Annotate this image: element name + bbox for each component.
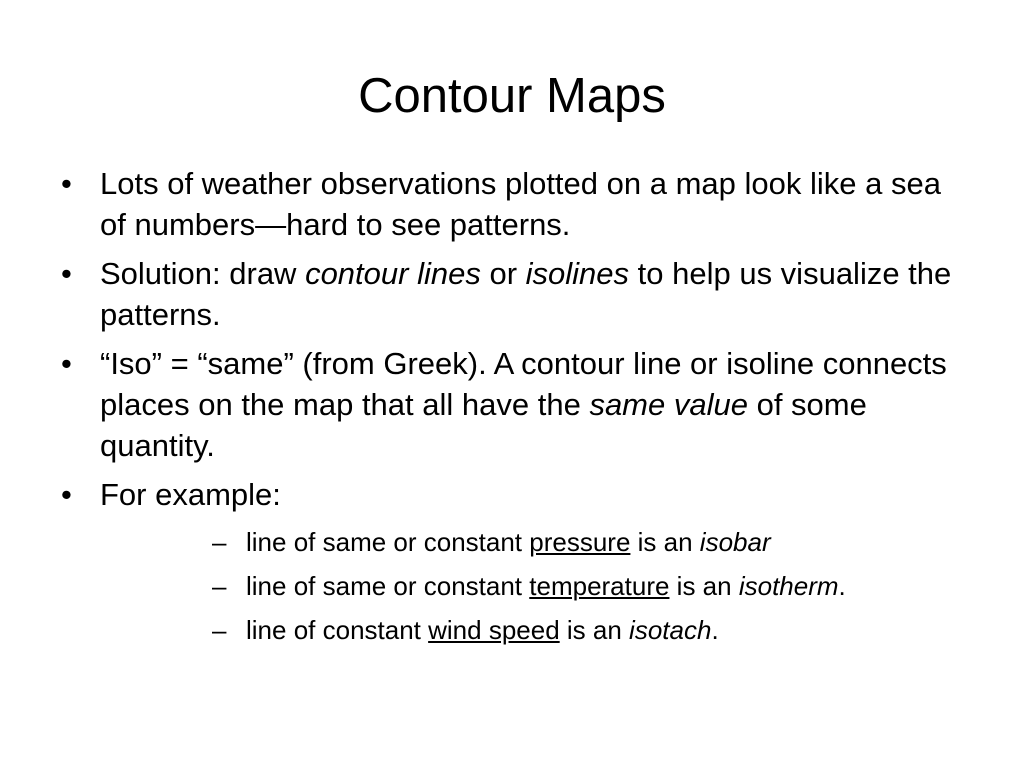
bullet-item: [0, 253, 1024, 335]
bullet-marker: •: [61, 346, 72, 381]
sub-bullet-item: [100, 613, 974, 647]
bullet-text: Lots of weather observations plotted on a map look like a sea of numbers—hard to see patterns.: [100, 166, 941, 242]
bullet-item: [0, 163, 1024, 245]
emphasis-term: isotherm: [738, 571, 839, 601]
sub-text-mid: is an: [559, 615, 630, 645]
underlined-term: temperature: [529, 571, 670, 601]
bullet-text-post: of some quantity.: [100, 387, 867, 463]
dash-marker: –: [212, 615, 227, 645]
sub-text-post: .: [711, 615, 719, 645]
bullet-marker: •: [61, 166, 72, 201]
emphasis-contour-lines: contour lines: [305, 256, 481, 291]
bullet-marker: •: [61, 477, 72, 512]
bullet-item: [0, 474, 1024, 647]
sub-text-pre: line of same or constant: [246, 527, 530, 557]
bullet-text-mid: or: [480, 256, 526, 291]
bullet-text-pre: Solution: draw: [100, 256, 306, 291]
bullet-marker: •: [61, 256, 72, 291]
dash-marker: –: [212, 527, 227, 557]
emphasis-isolines: isolines: [525, 256, 630, 291]
sub-text-pre: line of constant: [246, 615, 429, 645]
sub-bullet-item: [100, 569, 974, 603]
bullet-text: For example:: [100, 477, 281, 512]
emphasis-term: isobar: [699, 527, 771, 557]
sub-bullet-list: [100, 525, 974, 647]
sub-text-mid: is an: [630, 527, 700, 557]
bullet-text-post: to help us visualize the patterns.: [100, 256, 952, 332]
sub-text-post: .: [838, 571, 846, 601]
slide-title: Contour Maps: [358, 69, 666, 123]
sub-text-pre: line of same or constant: [246, 571, 530, 601]
dash-marker: –: [212, 571, 227, 601]
underlined-term: pressure: [529, 527, 631, 557]
bullet-text-pre: “Iso” = “same” (from Greek). A contour line or isoline connects places on the map that all have the: [100, 346, 947, 422]
bullet-item: [0, 343, 1024, 466]
emphasis-term: isotach: [629, 615, 712, 645]
bullet-list: [0, 163, 1024, 655]
sub-text-mid: is an: [669, 571, 739, 601]
underlined-term: wind speed: [428, 615, 560, 645]
sub-bullet-item: [100, 525, 974, 559]
emphasis-same-value: same value: [589, 387, 748, 422]
